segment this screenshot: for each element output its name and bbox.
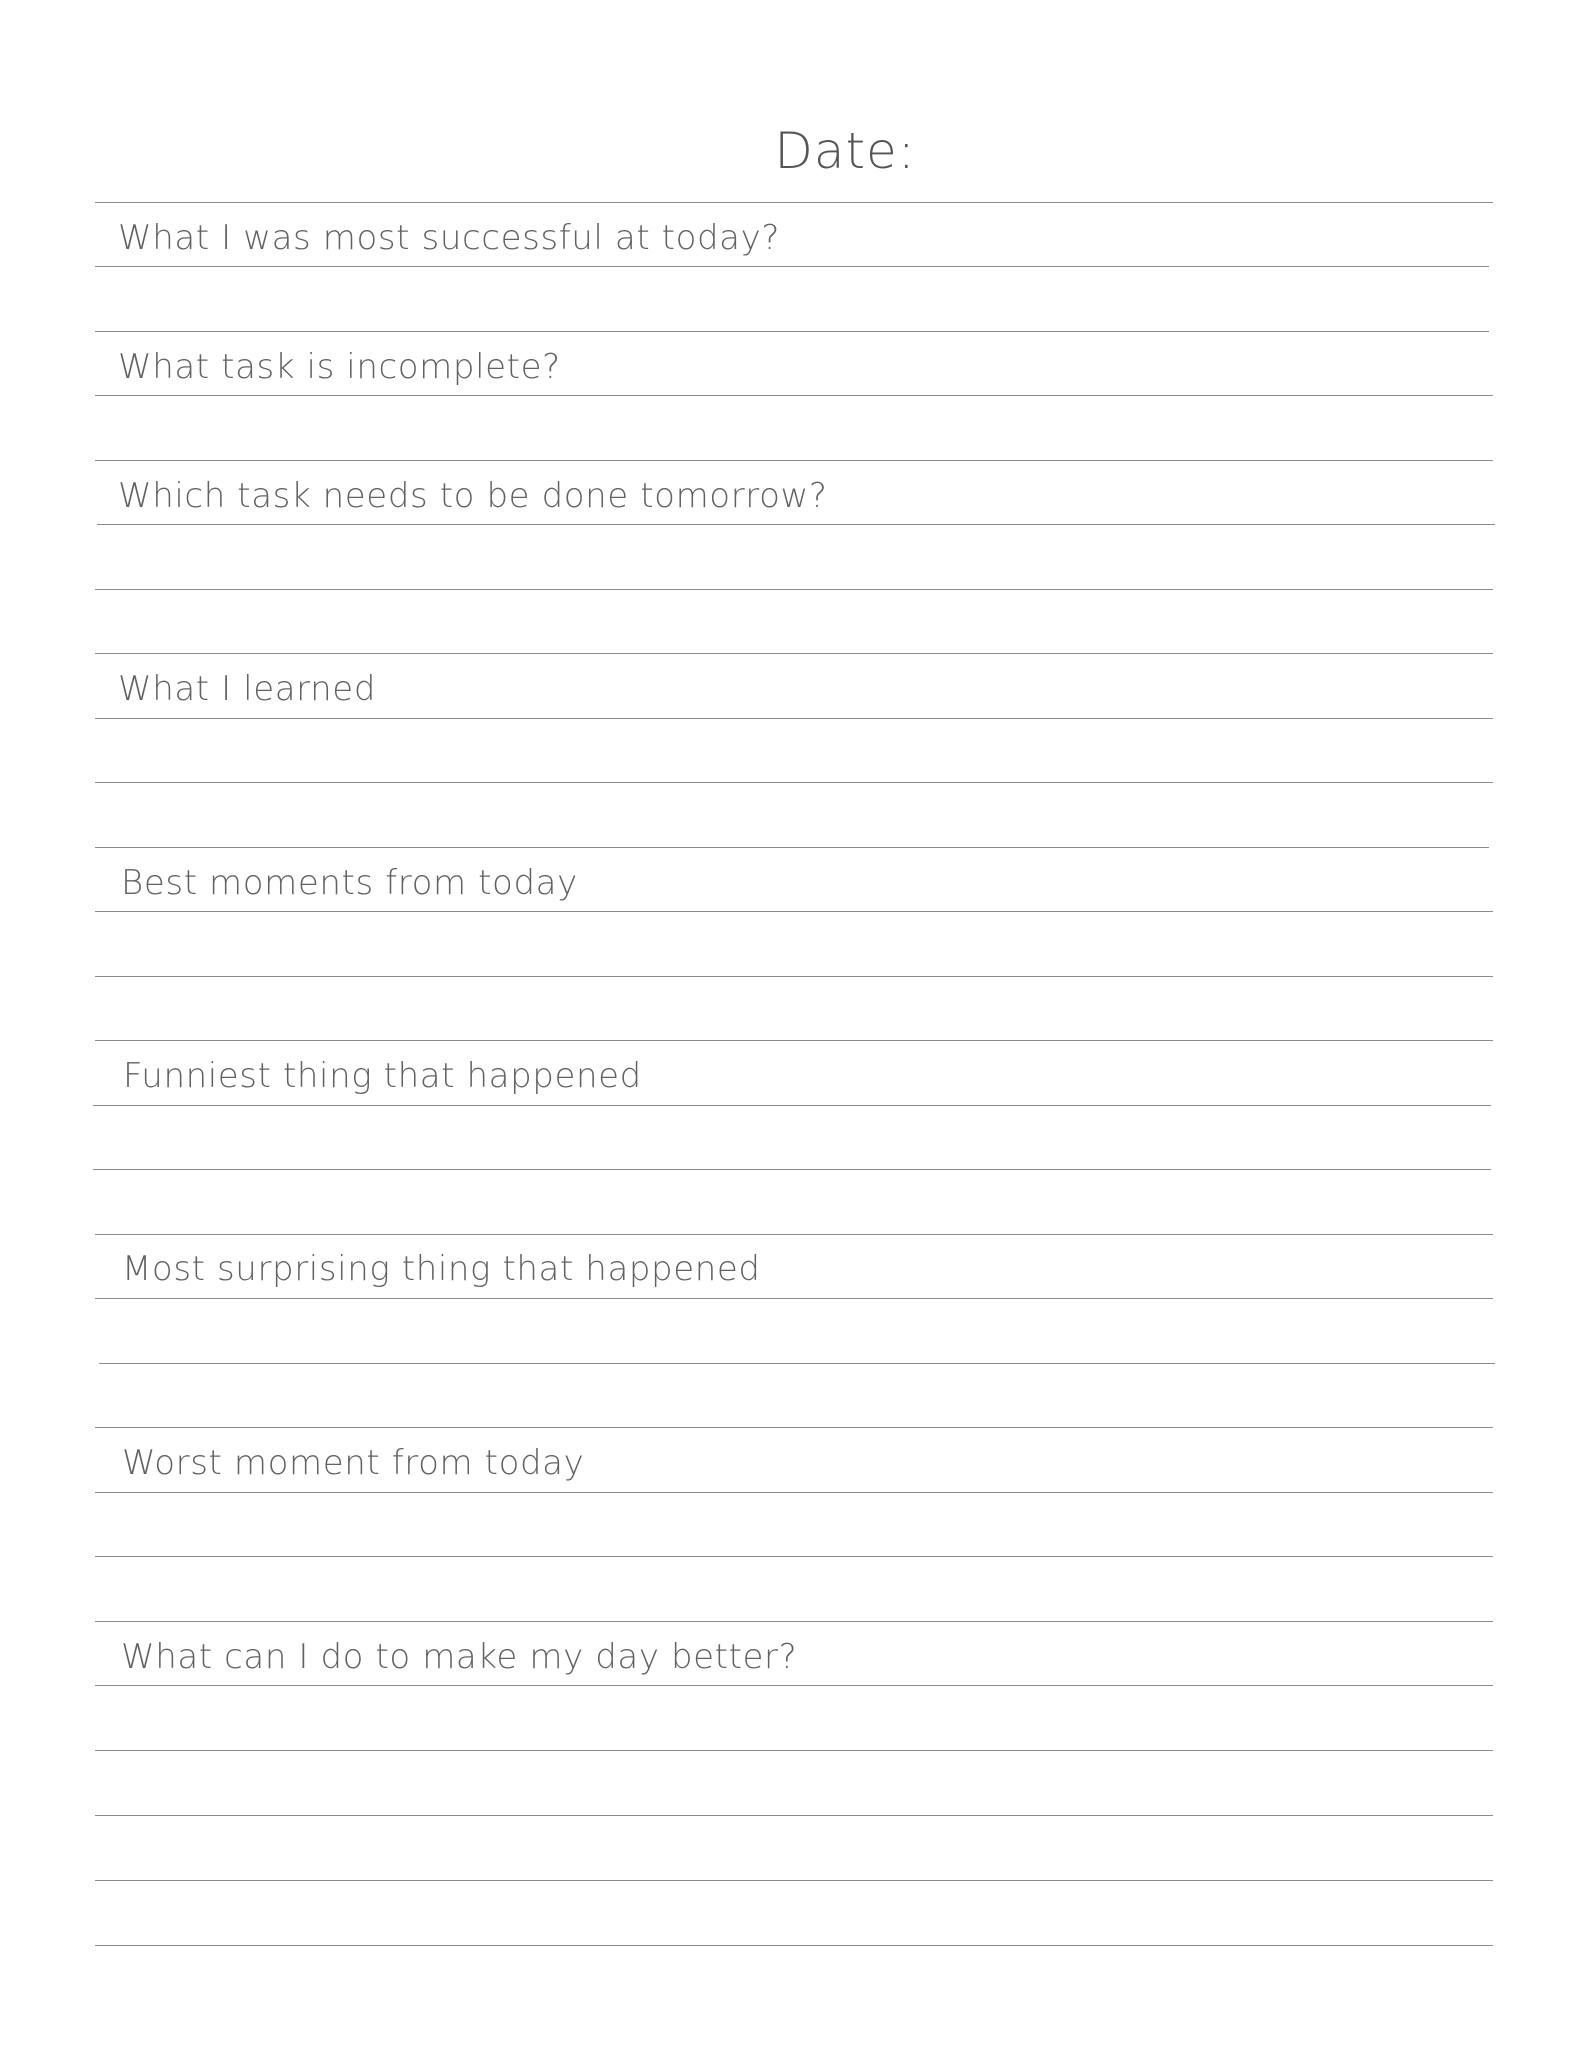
rule-line [95, 976, 1493, 977]
rule-line [95, 1815, 1493, 1816]
prompt-most-surprising: Most surprising thing that happened [122, 1249, 761, 1289]
rule-line [97, 524, 1495, 525]
rule-line [99, 1363, 1495, 1364]
rule-line [95, 1556, 1493, 1557]
rule-line [95, 1880, 1493, 1881]
rule-line [95, 1492, 1493, 1493]
rule-line [95, 1621, 1493, 1622]
rule-line [95, 1040, 1493, 1041]
rule-line [95, 266, 1489, 267]
rule-line [95, 847, 1489, 848]
prompt-best-moments: Best moments from today [121, 863, 578, 903]
rule-line [95, 1234, 1493, 1235]
prompt-task-tomorrow: Which task needs to be done tomorrow? [118, 476, 828, 516]
rule-line [95, 202, 1493, 203]
prompt-make-day-better: What can I do to make my day better? [121, 1637, 798, 1677]
rule-line [95, 1298, 1493, 1299]
prompt-what-learned: What I learned [118, 669, 377, 709]
rule-line [93, 1169, 1491, 1170]
rule-line [95, 1685, 1493, 1686]
prompt-task-incomplete: What task is incomplete? [118, 347, 561, 387]
rule-line [95, 718, 1493, 719]
rule-line [95, 911, 1493, 912]
prompt-most-successful: What I was most successful at today? [118, 218, 780, 258]
rule-line [95, 1427, 1493, 1428]
prompt-funniest-thing: Funniest thing that happened [123, 1056, 642, 1096]
rule-line [95, 331, 1489, 332]
rule-line [95, 1750, 1493, 1751]
prompt-worst-moment: Worst moment from today [122, 1443, 585, 1483]
date-label: Date: [774, 122, 916, 180]
rule-line [95, 653, 1493, 654]
rule-line [95, 589, 1493, 590]
rule-line [95, 1945, 1493, 1946]
rule-line [95, 460, 1493, 461]
rule-line [95, 395, 1493, 396]
rule-line [93, 1105, 1491, 1106]
rule-line [95, 782, 1493, 783]
